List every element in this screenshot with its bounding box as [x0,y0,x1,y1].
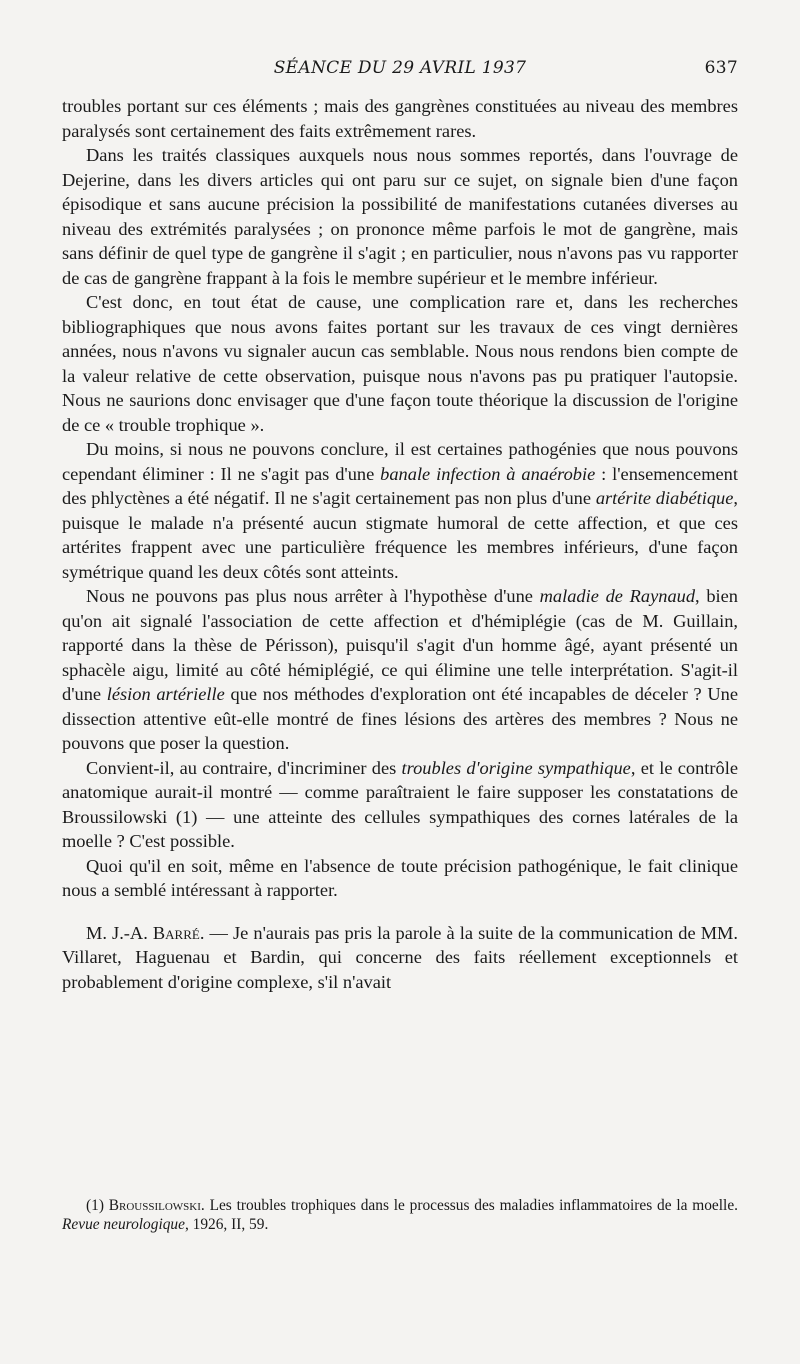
footnote-marker: (1) [86,1197,109,1214]
page-number: 637 [704,58,738,78]
footnote-text-b: , 1926, II, 59. [184,1216,269,1233]
footnote-author: Broussilowski [108,1197,201,1214]
paragraph-5-emphasis-raynaud: maladie de Raynaud [539,586,696,606]
paragraph-2: Dans les traités classiques auxquels nous nous sommes reportés, dans l'ouvrage de Dejerine, dans les divers articles qui ont paru sur ce sujet, on signale bien d'une façon épisodique et sans aucune précision la possibilité de manifestations cutanées diverses au niveau des extrémités paralysées ; on prononce même parfois le mot de gangrène, mais sans définir de quel type de gangrène il s'agit ; en particulier, nous n'avons pas vu rapporter de cas de gangrène frappant à la fois le membre supérieur et le membre inférieur. [62,145,738,288]
article-body [62,94,738,994]
page [62,58,738,994]
paragraph-6 [62,756,738,854]
paragraph-4-emphasis-arterite: artérite diabétique [595,488,734,508]
paragraph-6-text-a: Convient-il, au contraire, d'incriminer des [86,757,402,778]
paragraph-1: troubles portant sur ces éléments ; mais des gangrènes constituées au niveau des membres paralysés sont certainement des faits extrêmement rares. [62,96,738,141]
paragraph-5-text-c: , bien qu'on ait signalé l'association de cette affection et d'hémiplégie (cas de M. Guillain, rapporté dans la thèse de Périsson), puisqu'il s'agit d'un homme âgé, ayant présenté un sphacèle aigu, limité au côté hémiplégié, ce qui élimine une telle interprétation. S'agit-il d'une [62,586,738,704]
paragraph-8-text: . — Je n'aurais pas pris la parole à la suite de la communication de MM. Villaret, Haguenau et Bardin, qui concerne des faits réellement exceptionnels et probablement d'origine complexe, s'il n'avait [62,922,738,992]
speaker-prefix: M. J.-A. [86,922,153,943]
speaker-name: Barré [152,922,200,943]
running-title: SÉANCE DU 29 AVRIL 1937 [273,58,527,78]
paragraph-6-text-c: , et le contrôle anatomique aurait-il montré — comme paraîtraient le faire supposer les constatations de Broussilowski (1) — une atteinte des cellules sympathiques des cornes latérales de la moelle ? C'est possible. [62,757,738,851]
paragraph-4-text-c: : l'ensemencement des phlyctènes a été négatif. Il ne s'agit certainement pas non plus d'une [62,463,738,508]
paragraph-4-text-a: Du moins, si nous ne pouvons conclure, il est certaines pathogénies que nous pouvons cependant éliminer : Il ne s'agit pas d'une [62,439,738,484]
paragraph-7: Quoi qu'il en soit, même en l'absence de toute précision pathogénique, le fait clinique nous a semblé intéressant à rapporter. [62,855,738,900]
footnote-journal: Revue neurologique [62,1216,185,1233]
paragraph-6-emphasis-sympathique: troubles d'origine sympathique [401,757,631,778]
paragraph-3: C'est donc, en tout état de cause, une complication rare et, dans les recherches bibliographiques que nous avons faites portant sur les travaux de ces vingt dernières années, nous n'avons vu signaler aucun cas semblable. Nous nous rendons bien compte de la valeur relative de cette observation, puisque nous n'avons pas pu pratiquer l'autopsie. Nous ne saurions donc envisager que d'une façon toute théorique la discussion de l'origine de ce « trouble trophique ». [62,292,738,435]
footnote-text-a: . Les troubles trophiques dans le processus des maladies inflammatoires de la moelle. [200,1197,738,1214]
paragraph-4-text-e: , puisque le malade n'a présenté aucun stigmate humoral de cette affection, et que ces artérites frappent avec une particulière fréquence les membres inférieurs, d'une façon symétrique quand les deux côtés sont atteints. [62,488,738,582]
paragraph-5 [62,584,738,756]
paragraph-4-emphasis-infection: banale infection à anaérobie [380,463,596,484]
footnote [62,1196,738,1234]
paragraph-5-text-e: que nos méthodes d'exploration ont été incapables de déceler ? Une dissection attentive eût-elle montré de fines lésions des artères des membres ? Nous ne pouvons que poser la question. [62,684,738,753]
paragraph-4 [62,437,738,584]
paragraph-5-emphasis-lesion: lésion artérielle [106,684,225,704]
paragraph-8-intervention [62,921,738,995]
running-header [62,58,738,86]
paragraph-5-text-a: Nous ne pouvons pas plus nous arrêter à l'hypothèse d'une [86,586,540,606]
